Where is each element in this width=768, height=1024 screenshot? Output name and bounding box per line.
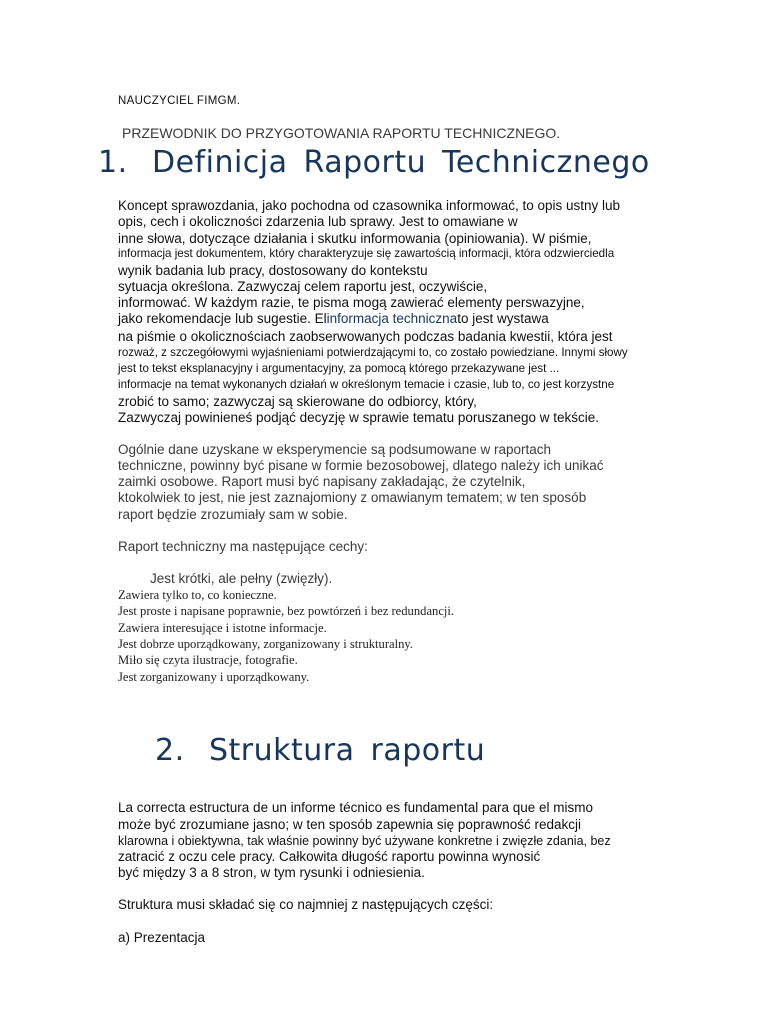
text-line: inne słowa, dotyczące działania i skutku informowania (opiniowania). W piśmie,	[118, 231, 592, 246]
text-line: może być zrozumiane jasno; w ten sposób zapewnia się poprawność redakcji	[118, 817, 581, 832]
feature-item: Zawiera tylko to, co konieczne.	[118, 588, 277, 602]
text-line: jest to tekst eksplanacyjny i argumentacyjny, za pomocą którego przekazywane jest ...	[118, 362, 560, 375]
text-line: informować. W każdym razie, te pisma mogą zawierać elementy perswazyjne,	[118, 295, 585, 310]
text-line: zatracić z oczu cele pracy. Całkowita długość raportu powinna wynosić	[118, 849, 541, 864]
text-line	[118, 311, 549, 326]
structure-part: a) Prezentacja	[118, 930, 206, 945]
text-line: Ogólnie dane uzyskane w eksperymencie są podsumowane w raportach	[118, 442, 551, 457]
teacher-line: NAUCZYCIEL FIMGM.	[118, 95, 241, 107]
text-line: informacja jest dokumentem, który charakteryzuje się zawartością informacji, która odzwierciedla	[118, 247, 615, 260]
text-line: opis, cech i okoliczności zdarzenia lub sprawy. Jest to omawiane w	[118, 214, 518, 229]
feature-item: Jest krótki, ale pełny (zwięzły).	[150, 571, 333, 586]
text-line: Zazwyczaj powinieneś podjąć decyzję w sprawie tematu poruszanego w tekście.	[118, 410, 599, 425]
highlighted-term: informacja techniczna	[326, 311, 458, 326]
structure-intro: Struktura musi składać się co najmniej z następujących części:	[118, 897, 494, 912]
text-segment: to jest wystawa	[457, 311, 549, 326]
text-line: na piśmie o okolicznościach zaobserwowanych podczas badania kwestii, która jest	[118, 329, 613, 344]
section-2-heading	[155, 733, 485, 768]
text-line: rozważ, z szczegółowymi wyjaśnieniami potwierdzającymi to, co zostało powiedziane. Innymi słowy	[118, 346, 628, 359]
text-line: raport będzie zrozumiały sam w sobie.	[118, 507, 348, 522]
section-1-heading	[98, 145, 650, 180]
text-segment: jako rekomendacje lub sugestie. El	[118, 311, 327, 326]
section-1-number: 1.	[98, 145, 128, 180]
text-line: La correcta estructura de un informe técnico es fundamental para que el mismo	[118, 800, 593, 815]
text-line: być między 3 a 8 stron, w tym rysunki i odniesienia.	[118, 865, 425, 880]
text-line: Koncept sprawozdania, jako pochodna od czasownika informować, to opis ustny lub	[118, 198, 621, 213]
heading-word: Technicznego	[442, 145, 650, 180]
text-line: informacje na temat wykonanych działań w określonym temacie i czasie, lub to, co jest korzystne	[118, 378, 615, 391]
text-line: zrobić to samo; zazwyczaj są skierowane do odbiorcy, który,	[118, 394, 477, 409]
feature-item: Jest zorganizowany i uporządkowany.	[118, 670, 310, 684]
feature-item: Miło się czyta ilustracje, fotografie.	[118, 653, 298, 667]
text-line: ktokolwiek to jest, nie jest zaznajomiony z omawianym tematem; w ten sposób	[118, 490, 587, 505]
section-2-number: 2.	[155, 733, 185, 768]
text-line: zaimki osobowe. Raport musi być napisany zakładając, że czytelnik,	[118, 474, 526, 489]
heading-word: Struktura	[209, 733, 355, 768]
heading-word: raportu	[370, 733, 486, 768]
heading-word: Definicja	[152, 145, 288, 180]
text-line: klarowna i obiektywna, tak właśnie powinny być używane konkretne i zwięzłe zdania, bez	[118, 834, 611, 848]
heading-word: Raportu	[303, 145, 427, 180]
guide-title: PRZEWODNIK DO PRZYGOTOWANIA RAPORTU TECHNICZNEGO.	[122, 125, 561, 141]
feature-item: Jest dobrze uporządkowany, zorganizowany i strukturalny.	[118, 637, 414, 651]
text-line: sytuacja określona. Zazwyczaj celem raportu jest, oczywiście,	[118, 279, 488, 294]
feature-item: Zawiera interesujące i istotne informacje.	[118, 621, 327, 635]
feature-item: Jest proste i napisane poprawnie, bez powtórzeń i bez redundancji.	[118, 604, 455, 618]
text-line: techniczne, powinny być pisane w formie bezosobowej, dlatego należy ich unikać	[118, 458, 604, 473]
text-line: wynik badania lub pracy, dostosowany do kontekstu	[118, 263, 428, 278]
features-intro: Raport techniczny ma następujące cechy:	[118, 539, 368, 554]
